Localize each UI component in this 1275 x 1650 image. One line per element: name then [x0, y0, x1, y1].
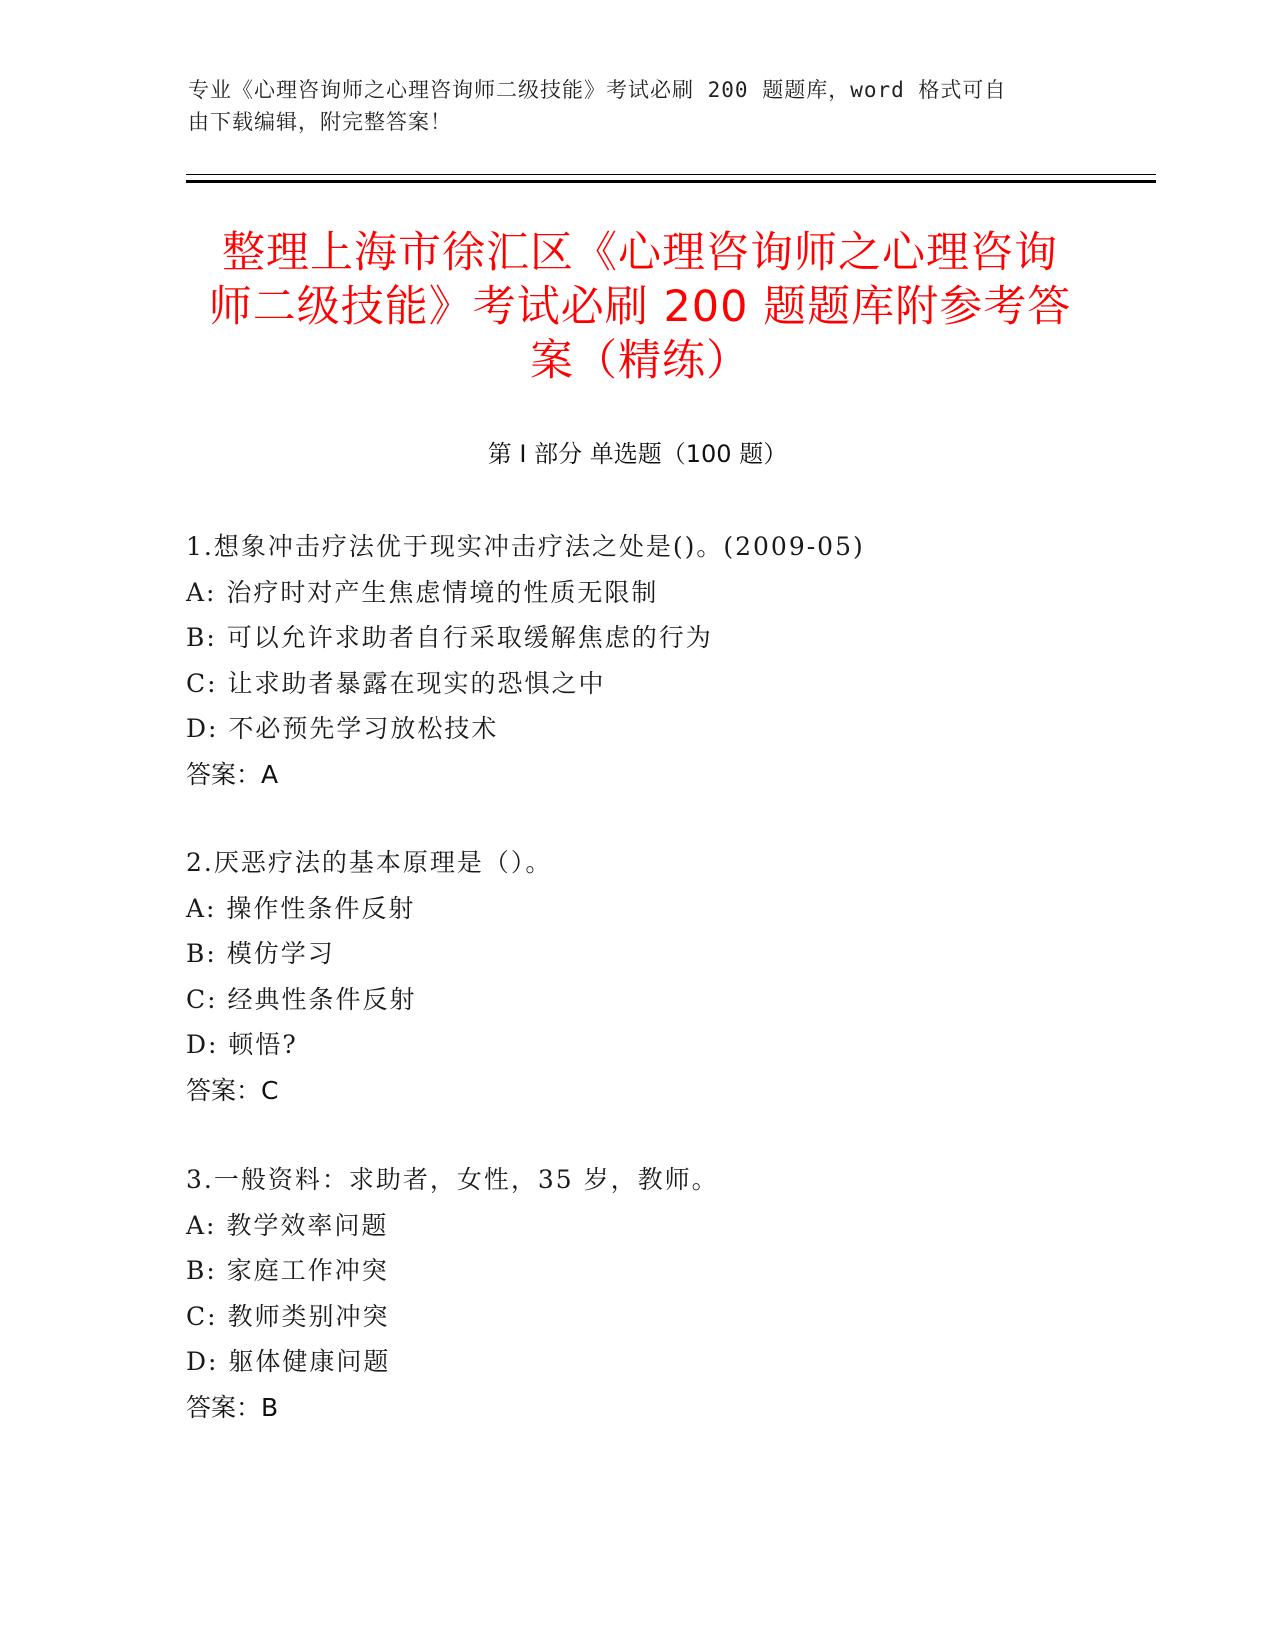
question-stem: 3.一般资料：求助者，女性，35 岁，教师。	[186, 1165, 719, 1194]
option-b: B: 家庭工作冲突	[186, 1256, 389, 1285]
question-stem: 2.厌恶疗法的基本原理是（）。	[186, 848, 553, 877]
option-d: D: 顿悟?	[186, 1030, 298, 1059]
header-note	[188, 74, 1068, 138]
title-line-1: 整理上海市徐汇区《心理咨询师之心理咨询	[222, 228, 1058, 278]
question-stem: 1.想象冲击疗法优于现实冲击疗法之处是()。(2009-05)	[186, 532, 865, 561]
question-3	[186, 1157, 1146, 1430]
header-note-line-2: 由下载编辑，附完整答案！	[188, 110, 452, 134]
option-b: B: 可以允许求助者自行采取缓解焦虑的行为	[186, 623, 713, 652]
title-line-3: 案（精练）	[530, 336, 750, 386]
answer: 答案：A	[186, 759, 279, 789]
divider-thin	[186, 174, 1156, 175]
question-2	[186, 840, 1146, 1113]
header-note-line-1: 专业《心理咨询师之心理咨询师二级技能》考试必刷 200 题题库，word 格式可自	[188, 78, 1007, 102]
option-a: A: 教学效率问题	[186, 1210, 389, 1240]
option-d: D: 不必预先学习放松技术	[186, 714, 499, 743]
question-1	[186, 524, 1146, 797]
section-heading: 第 I 部分 单选题（100 题）	[487, 440, 788, 468]
option-b: B: 模仿学习	[186, 939, 335, 968]
option-c: C: 让求助者暴露在现实的恐惧之中	[186, 668, 606, 698]
option-c: C: 经典性条件反射	[186, 984, 417, 1014]
answer: 答案：C	[186, 1075, 279, 1105]
option-a: A: 治疗时对产生焦虑情境的性质无限制	[186, 577, 659, 607]
option-c: C: 教师类别冲突	[186, 1301, 390, 1331]
divider-thick	[186, 180, 1156, 183]
option-d: D: 躯体健康问题	[186, 1347, 391, 1376]
option-a: A: 操作性条件反射	[186, 893, 416, 923]
answer: 答案：B	[186, 1392, 279, 1422]
document-title	[190, 226, 1090, 388]
title-line-2: 师二级技能》考试必刷 200 题题库附参考答	[208, 282, 1072, 332]
